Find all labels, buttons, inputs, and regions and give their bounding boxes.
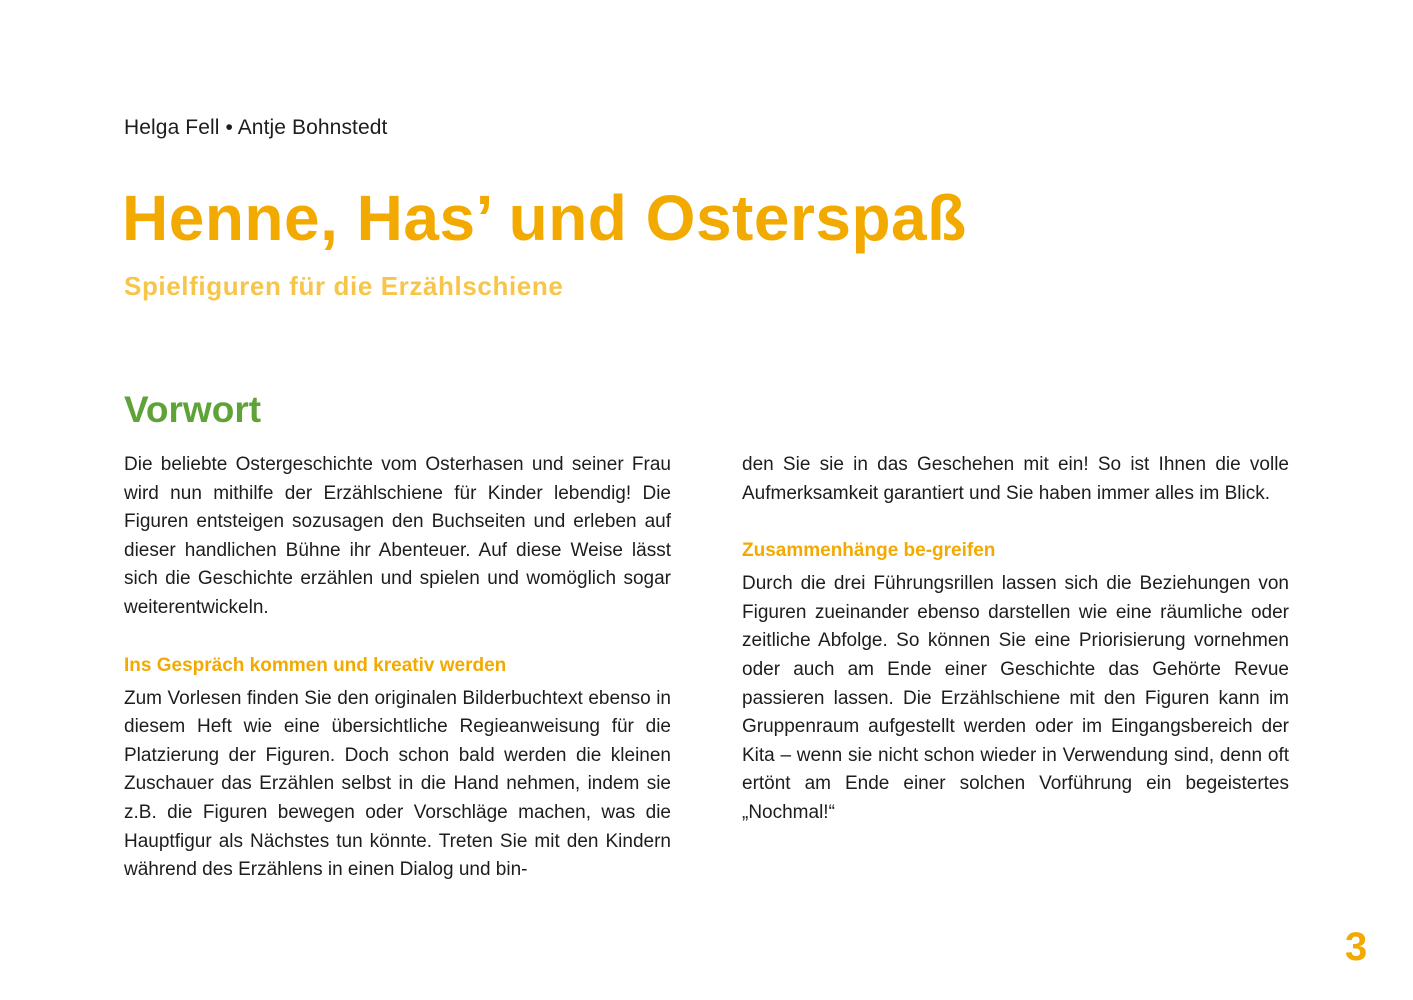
page-number: 3 <box>1345 925 1368 969</box>
text-column-right <box>742 451 1289 828</box>
subsection-paragraph-gespraech: Zum Vorlesen finden Sie den originalen Bilderbuchtext ebenso in diesem Heft wie eine übersichtliche Regieanweisung für die Platzierung der Figuren. Doch schon bald werden die kleinen Zuschauer das Erzählen selbst in die Hand nehmen, indem sie z.B. die Figuren bewegen oder Vorschläge machen, was die Hauptfigur als Nächstes tun könnte. Treten Sie mit den Kindern während des Erzählens in einen Dialog und bin- <box>124 687 671 881</box>
subsection-paragraph-zusammenhaenge: Durch die drei Führungsrillen lassen sich die Beziehungen von Figuren zueinander ebenso darstellen wie eine räumliche oder zeitliche Abfolge. So können Sie eine Priorisierung vornehmen oder auch am Ende einer Geschichte das Gehörte Revue passieren lassen. Die Erzählschiene mit den Figuren kann im Gruppenraum aufgestellt werden oder im Eingangsbereich der Kita – wenn sie nicht schon wieder in Verwendung sind, denn oft ertönt am Ende einer solchen Vorführung ein begeistertes „Nochmal!“ <box>742 573 1289 823</box>
text-column-left <box>124 451 671 885</box>
book-subtitle: Spielfiguren für die Erzählschiene <box>124 271 564 301</box>
book-title: Henne, Has’ und Osterspaß <box>122 182 967 254</box>
subsection-paragraph-continued: den Sie sie in das Geschehen mit ein! So ist Ihnen die volle Aufmerksamkeit garantiert und Sie haben immer alles im Blick. <box>742 454 1289 504</box>
authors-line: Helga Fell • Antje Bohnstedt <box>124 116 388 139</box>
section-heading-vorwort: Vorwort <box>124 389 262 430</box>
subsection-heading-zusammenhaenge: Zusammenhänge be-greifen <box>742 540 996 562</box>
subsection-heading-gespraech: Ins Gespräch kommen und kreativ werden <box>124 654 507 676</box>
intro-paragraph: Die beliebte Ostergeschichte vom Osterhasen und seiner Frau wird nun mithilfe der Erzählschiene für Kinder lebendig! Die Figuren entsteigen sozusagen den Buchseiten und erleben auf dieser handlichen Bühne ihr Abenteuer. Auf diese Weise lässt sich die Geschichte erzählen und spielen und womöglich sogar weiterentwickeln. <box>124 454 671 618</box>
